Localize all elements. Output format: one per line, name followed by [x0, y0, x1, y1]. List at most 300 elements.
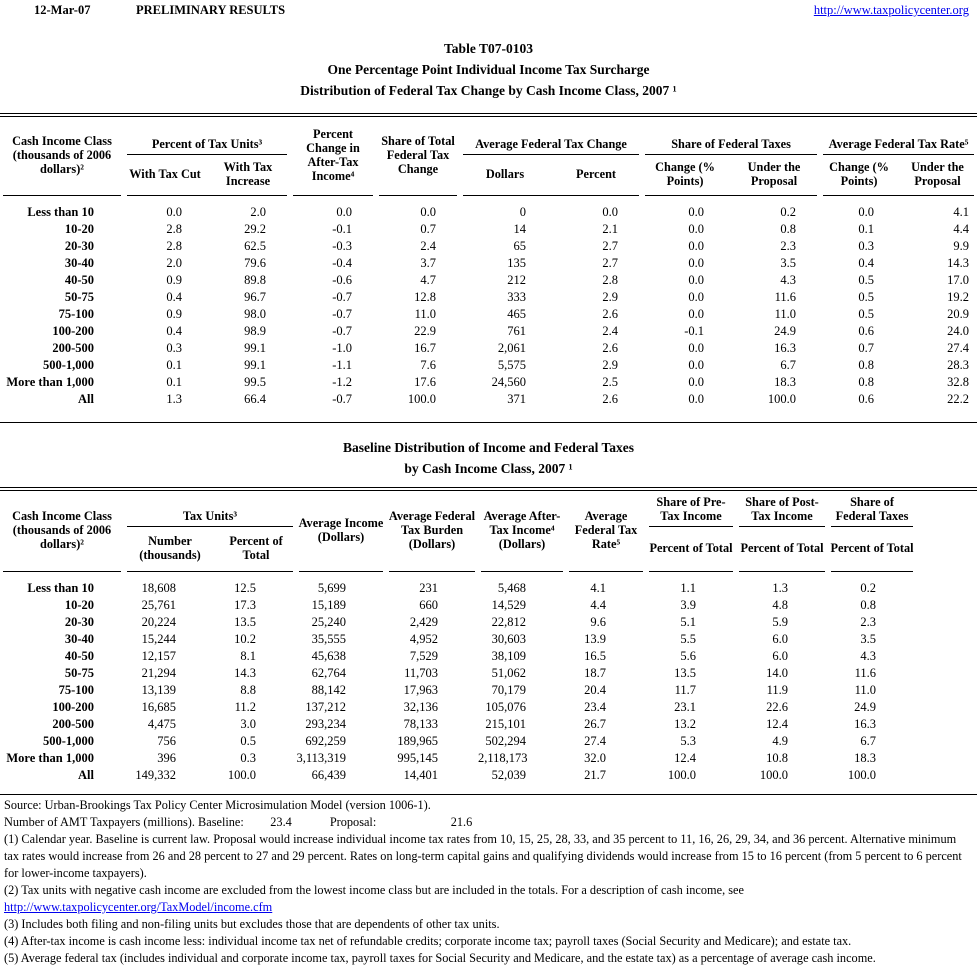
cell: 32,136: [403, 700, 438, 714]
cell: 15,244: [141, 632, 176, 646]
row-label: 100-200: [52, 700, 94, 714]
cell: 1.3: [166, 392, 182, 406]
cell: 3,113,319: [296, 751, 346, 765]
cell: 99.5: [244, 375, 266, 389]
row-label: 200-500: [52, 717, 94, 731]
cell: 22,812: [491, 615, 526, 629]
cell: 212: [507, 273, 526, 287]
col-header-pct-change-after-tax-income: Percent Change in After-Tax Income⁴: [306, 127, 360, 183]
table-row: [0, 289, 977, 306]
col-header-pre-tax-percent-of-total: Percent of Total: [649, 541, 733, 555]
cell: 21,294: [141, 666, 176, 680]
cell: 0.0: [688, 273, 705, 287]
cell: -1.1: [332, 358, 352, 372]
row-label: 40-50: [64, 273, 94, 287]
cell: 52,039: [491, 768, 526, 782]
tax-change-table-body: [0, 197, 977, 423]
cell: 11.9: [766, 683, 788, 697]
cell: 0.0: [688, 256, 705, 270]
baseline-title-line2: by Cash Income Class, 2007 ¹: [404, 461, 573, 476]
cell: 3.9: [680, 598, 696, 612]
cell: 333: [507, 290, 526, 304]
cell: 20.9: [947, 307, 970, 321]
cell: -1.2: [332, 375, 352, 389]
cell: 14.3: [947, 256, 970, 270]
footnotes: [0, 797, 977, 967]
cell: 0.0: [688, 392, 705, 406]
table-row: [0, 306, 977, 323]
cell: 8.1: [240, 649, 256, 663]
cell: 149,332: [135, 768, 176, 782]
cell: 11.2: [234, 700, 256, 714]
cell: 51,062: [491, 666, 526, 680]
amt-proposal-value: 21.6: [450, 815, 473, 829]
cell: 4.4: [590, 598, 606, 612]
cell: -0.7: [332, 307, 352, 321]
cell: 0.5: [858, 290, 875, 304]
col-group-share-federal-taxes: Share of Federal Taxes: [642, 115, 820, 155]
cell: 25,240: [311, 615, 346, 629]
table-row: [0, 767, 977, 795]
cell: 98.0: [244, 307, 266, 321]
spacer-cell: [916, 631, 977, 648]
cell: 692,259: [305, 734, 346, 748]
cell: 502,294: [485, 734, 526, 748]
spacer-cell: [916, 733, 977, 750]
cell: 0.5: [858, 273, 875, 287]
cell: 32.8: [947, 375, 970, 389]
cell: 0.4: [858, 256, 875, 270]
cell: 0.0: [688, 222, 705, 236]
spacer-cell: [916, 573, 977, 597]
cell: 11.7: [674, 683, 696, 697]
table-row: [0, 357, 977, 374]
cell: 0.4: [166, 290, 182, 304]
cell: 12.4: [674, 751, 696, 765]
distribution-title: Distribution of Federal Tax Change by Cash Income Class, 2007 ¹: [300, 83, 677, 98]
table-row: [0, 648, 977, 665]
cell: 35,555: [311, 632, 346, 646]
table-row: [0, 391, 977, 423]
cell: 0.3: [240, 751, 256, 765]
cell: 761: [507, 324, 526, 338]
spacer-cell: [916, 665, 977, 682]
col-header-average-after-tax-income: Average After-Tax Income⁴ (Dollars): [483, 509, 561, 551]
amt-proposal-label: Proposal:: [329, 815, 377, 829]
table-row: [0, 340, 977, 357]
cell: 2.6: [602, 307, 619, 321]
cell: 8.8: [240, 683, 256, 697]
cell: 15,189: [311, 598, 346, 612]
cell: -0.4: [332, 256, 352, 270]
footnote-2: (2) Tax units with negative cash income are excluded from the lowest income class but are included in the totals. For a description of cash income, see: [4, 883, 744, 897]
cell: 11,703: [404, 666, 438, 680]
cell: 0.0: [688, 341, 705, 355]
cell: 100.0: [847, 768, 876, 782]
amt-taxpayers-line: [4, 814, 971, 831]
table-row: [0, 323, 977, 340]
cell: 11.0: [774, 307, 797, 321]
cell: 0.9: [166, 307, 182, 321]
table-row: [0, 272, 977, 289]
cell: 66,439: [311, 768, 346, 782]
cell: 2.5: [602, 375, 619, 389]
table-row: [0, 665, 977, 682]
cell: 0.0: [688, 205, 705, 219]
col-header-income-class: Cash Income Class (thousands of 2006 dollars)²: [12, 134, 112, 176]
spacer-cell: [916, 597, 977, 614]
cell: 16.5: [584, 649, 606, 663]
table-row: [0, 197, 977, 221]
spacer-column: [916, 489, 977, 569]
cell: 0.8: [780, 222, 797, 236]
cell: 2.3: [860, 615, 876, 629]
cell: 13.5: [674, 666, 696, 680]
col-group-share-federal-taxes: Share of Federal Taxes: [828, 489, 916, 527]
footnote-4: (4) After-tax income is cash income less: individual income tax net of refundable credits; corporate income tax; payroll taxes (Social Security and Medicare); and estate tax.: [4, 934, 852, 948]
cell: 2,118,173: [478, 751, 528, 765]
cell: 0.5: [858, 307, 875, 321]
cell: 137,212: [305, 700, 346, 714]
cell: 29.2: [244, 222, 266, 236]
table-row: [0, 221, 977, 238]
cell: 0.1: [166, 375, 182, 389]
cell: 0.6: [858, 392, 875, 406]
footnote-1: (1) Calendar year. Baseline is current law. Proposal would increase individual income tax rates from 10, 15, 25, 28, 33, and 35 percent to 11, 16, 26, 29, 34, and 36 percent. Alternative minimum tax rates would increase from 26 and 28 percent to 27 and 29 percent. Rates on long-term capital gains and qualifying dividends would increase from 15 to 16 percent (from 5 percent to 6 percent for lower-income taxpayers).: [4, 832, 962, 880]
cell: 5.9: [772, 615, 788, 629]
cell: 5,699: [317, 581, 346, 595]
title-block: [0, 38, 977, 101]
cell: 4.3: [860, 649, 876, 663]
cell: 16,685: [141, 700, 176, 714]
cell: 23.4: [584, 700, 606, 714]
cell: 7,529: [409, 649, 438, 663]
cell: 79.6: [244, 256, 266, 270]
cell: 995,145: [397, 751, 438, 765]
footnote-5: (5) Average federal tax (includes individual and corporate income tax, payroll taxes for Social Security and Medicare, and the estate tax) as a percentage of average cash income.: [4, 951, 876, 965]
income-definition-link[interactable]: http://www.taxpolicycenter.org/TaxModel/income.cfm: [4, 900, 273, 914]
col-header-dollars: Dollars: [485, 167, 525, 181]
col-header-average-tax-rate: Average Federal Tax Rate⁵: [574, 509, 638, 551]
cell: 38,109: [491, 649, 526, 663]
col-group-tax-units: Tax Units³: [124, 489, 296, 527]
col-header-with-tax-increase: With Tax Increase: [223, 160, 273, 188]
row-label: 10-20: [64, 222, 94, 236]
cell: 0.5: [240, 734, 256, 748]
cell: 16.3: [774, 341, 797, 355]
cell: 4.8: [772, 598, 788, 612]
row-label: 20-30: [64, 239, 94, 253]
cell: 0.8: [860, 598, 876, 612]
amt-baseline-value: 23.4: [270, 815, 292, 829]
cell: 100.0: [667, 768, 696, 782]
table-number-title: Table T07-0103: [444, 41, 533, 56]
col-header-income-class: Cash Income Class (thousands of 2006 dollars)²: [12, 509, 112, 551]
cell: 25,761: [141, 598, 176, 612]
cell: 6.0: [772, 649, 788, 663]
cell: 2.8: [602, 273, 619, 287]
cell: 70,179: [491, 683, 526, 697]
cell: 14,529: [491, 598, 526, 612]
cell: 2.7: [602, 256, 619, 270]
row-label: 500-1,000: [42, 734, 94, 748]
cell: 2.3: [780, 239, 797, 253]
col-header-rate-change-points: Change (% Points): [829, 160, 889, 188]
cell: 5.6: [680, 649, 696, 663]
proposal-title: One Percentage Point Individual Income Tax Surcharge: [327, 62, 650, 77]
cell: -0.3: [332, 239, 352, 253]
cell: 0.1: [166, 358, 182, 372]
baseline-title-block: [0, 437, 977, 479]
cell: 24,560: [491, 375, 526, 389]
col-header-average-income: Average Income (Dollars): [298, 516, 384, 544]
cell: 99.1: [244, 341, 266, 355]
cell: 0.0: [336, 205, 352, 219]
cell: 11.6: [854, 666, 876, 680]
row-label: 100-200: [52, 324, 94, 338]
cell: 1.1: [680, 581, 696, 595]
cell: 0.8: [858, 358, 875, 372]
cell: 0.2: [860, 581, 876, 595]
cell: 11.0: [854, 683, 876, 697]
cell: 4,475: [147, 717, 176, 731]
cell: 0.0: [166, 205, 182, 219]
baseline-title-line1: Baseline Distribution of Income and Federal Taxes: [342, 440, 634, 455]
cell: -0.7: [332, 290, 352, 304]
cell: 4.4: [953, 222, 970, 236]
cell: 231: [419, 581, 438, 595]
col-header-fed-taxes-percent-of-total: Percent of Total: [830, 541, 914, 555]
report-date: 12-Mar-07: [34, 3, 91, 17]
cell: 4,952: [409, 632, 438, 646]
cell: 22.2: [947, 392, 970, 406]
cell: 98.9: [244, 324, 266, 338]
cell: 396: [157, 751, 176, 765]
cell: 3.7: [420, 256, 436, 270]
row-label: 40-50: [64, 649, 94, 663]
cell: 26.7: [584, 717, 606, 731]
cell: 2.1: [602, 222, 619, 236]
cell: 2,061: [497, 341, 526, 355]
cell: -0.1: [684, 324, 705, 338]
cell: 0: [519, 205, 526, 219]
cell: 16.3: [854, 717, 876, 731]
cell: 189,965: [397, 734, 438, 748]
footnote-3: (3) Includes both filing and non-filing units but excludes those that are dependents of other tax units.: [4, 917, 500, 931]
row-label: More than 1,000: [6, 375, 94, 389]
cell: 4.1: [953, 205, 970, 219]
cell: 0.2: [780, 205, 797, 219]
cell: 17.3: [234, 598, 256, 612]
cell: 14,401: [403, 768, 438, 782]
cell: 9.6: [590, 615, 606, 629]
cell: 19.2: [947, 290, 970, 304]
cell: 293,234: [305, 717, 346, 731]
cell: 11.6: [774, 290, 797, 304]
cell: -0.7: [332, 392, 352, 406]
cell: 28.3: [947, 358, 970, 372]
cell: 4.7: [420, 273, 436, 287]
cell: 20.4: [584, 683, 606, 697]
cell: 4.9: [772, 734, 788, 748]
cell: 22.6: [766, 700, 788, 714]
row-label: 30-40: [64, 632, 94, 646]
table-row: [0, 631, 977, 648]
row-label: 30-40: [64, 256, 94, 270]
cell: 65: [513, 239, 526, 253]
cell: 0.0: [688, 358, 705, 372]
cell: 89.8: [244, 273, 266, 287]
cell: 6.0: [772, 632, 788, 646]
cell: 0.6: [858, 324, 875, 338]
cell: 6.7: [860, 734, 876, 748]
col-header-under-proposal: Under the Proposal: [747, 160, 801, 188]
cell: -1.0: [332, 341, 352, 355]
table-row: [0, 682, 977, 699]
cell: 11.0: [414, 307, 436, 321]
row-label: More than 1,000: [6, 751, 94, 765]
cell: 16.7: [414, 341, 436, 355]
table-row: [0, 716, 977, 733]
table-row: [0, 750, 977, 767]
cell: 2.0: [166, 256, 182, 270]
cell: 18.7: [584, 666, 606, 680]
cell: 100.0: [767, 392, 797, 406]
cell: 2.8: [166, 222, 182, 236]
cell: 5,468: [497, 581, 526, 595]
cell: 12,157: [141, 649, 176, 663]
cell: 14.3: [234, 666, 256, 680]
cell: 10.8: [766, 751, 788, 765]
cell: 2.9: [602, 358, 619, 372]
cell: 6.7: [780, 358, 797, 372]
baseline-table: [0, 487, 977, 795]
cell: 27.4: [947, 341, 970, 355]
cell: 4.3: [780, 273, 797, 287]
row-label: All: [78, 768, 94, 782]
cell: 0.0: [602, 205, 619, 219]
cell: 0.7: [420, 222, 436, 236]
cell: 9.9: [953, 239, 970, 253]
cell: 7.6: [420, 358, 436, 372]
cell: 66.4: [244, 392, 266, 406]
row-label: 50-75: [64, 290, 94, 304]
baseline-table-body: [0, 573, 977, 795]
table-row: [0, 255, 977, 272]
col-group-share-post-tax-income: Share of Post-Tax Income: [736, 489, 828, 527]
row-label: 10-20: [64, 598, 94, 612]
cell: 10.2: [234, 632, 256, 646]
cell: 17.6: [414, 375, 436, 389]
cell: 21.7: [584, 768, 606, 782]
row-label: 75-100: [58, 307, 94, 321]
spacer-cell: [916, 699, 977, 716]
cell: 99.1: [244, 358, 266, 372]
preliminary-results-label: PRELIMINARY RESULTS: [136, 3, 286, 17]
cell: 3.5: [860, 632, 876, 646]
col-group-avg-federal-tax-change: Average Federal Tax Change: [460, 115, 642, 155]
cell: 0.0: [420, 205, 436, 219]
row-label: 20-30: [64, 615, 94, 629]
cell: 4.1: [590, 581, 606, 595]
cell: 0.4: [166, 324, 182, 338]
cell: 12.5: [234, 581, 256, 595]
cell: 62.5: [244, 239, 266, 253]
col-header-with-tax-cut: With Tax Cut: [129, 167, 201, 181]
col-header-share-total-change: Share of Total Federal Tax Change: [381, 134, 455, 176]
col-header-post-tax-percent-of-total: Percent of Total: [740, 541, 824, 555]
col-header-rate-under-proposal: Under the Proposal: [911, 160, 964, 188]
col-header-percent: Percent: [575, 167, 617, 181]
cell: 30,603: [491, 632, 526, 646]
cell: 3.0: [240, 717, 256, 731]
col-header-average-tax-burden: Average Federal Tax Burden (Dollars): [388, 509, 476, 551]
col-group-share-pre-tax-income: Share of Pre-Tax Income: [646, 489, 736, 527]
cell: 23.1: [674, 700, 696, 714]
table-row: [0, 597, 977, 614]
cell: 14: [513, 222, 526, 236]
cell: 14.0: [766, 666, 788, 680]
cell: 13,139: [141, 683, 176, 697]
cell: 1.3: [772, 581, 788, 595]
spacer-cell: [916, 682, 977, 699]
row-label: Less than 10: [27, 205, 94, 219]
cell: 2.6: [602, 392, 619, 406]
cell: 13.5: [234, 615, 256, 629]
table-row: [0, 733, 977, 750]
cell: 24.9: [854, 700, 876, 714]
cell: 215,101: [485, 717, 526, 731]
table-row: [0, 614, 977, 631]
cell: 2.8: [166, 239, 182, 253]
tax-change-table: [0, 113, 977, 423]
cell: 2.4: [602, 324, 619, 338]
cell: 18.3: [774, 375, 797, 389]
cell: 12.8: [414, 290, 436, 304]
cell: 0.0: [688, 290, 705, 304]
top-bar: [0, 0, 977, 18]
cell: 0.1: [858, 222, 875, 236]
cell: 17,963: [403, 683, 438, 697]
cell: 0.0: [688, 239, 705, 253]
source-line: Source: Urban-Brookings Tax Policy Center Microsimulation Model (version 1006-1).: [4, 798, 431, 812]
cell: 0.3: [166, 341, 182, 355]
row-label: All: [78, 392, 94, 406]
table-row: [0, 699, 977, 716]
col-header-number-thousands: Number (thousands): [139, 534, 201, 562]
cell: -0.7: [332, 324, 352, 338]
row-label: 50-75: [64, 666, 94, 680]
row-label: 200-500: [52, 341, 94, 355]
cell: 12.4: [766, 717, 788, 731]
cell: 2.0: [250, 205, 266, 219]
taxpolicycenter-link[interactable]: http://www.taxpolicycenter.org: [813, 3, 969, 17]
cell: 88,142: [311, 683, 346, 697]
cell: 0.0: [688, 307, 705, 321]
row-label: 500-1,000: [42, 358, 94, 372]
cell: 0.7: [858, 341, 875, 355]
cell: 13.9: [584, 632, 606, 646]
table-row: [0, 238, 977, 255]
cell: 0.8: [858, 375, 875, 389]
cell: 0.0: [858, 205, 875, 219]
cell: 22.9: [414, 324, 436, 338]
cell: 24.9: [774, 324, 797, 338]
cell: 2.4: [420, 239, 436, 253]
cell: 17.0: [947, 273, 970, 287]
cell: 5.1: [680, 615, 696, 629]
cell: 96.7: [244, 290, 266, 304]
